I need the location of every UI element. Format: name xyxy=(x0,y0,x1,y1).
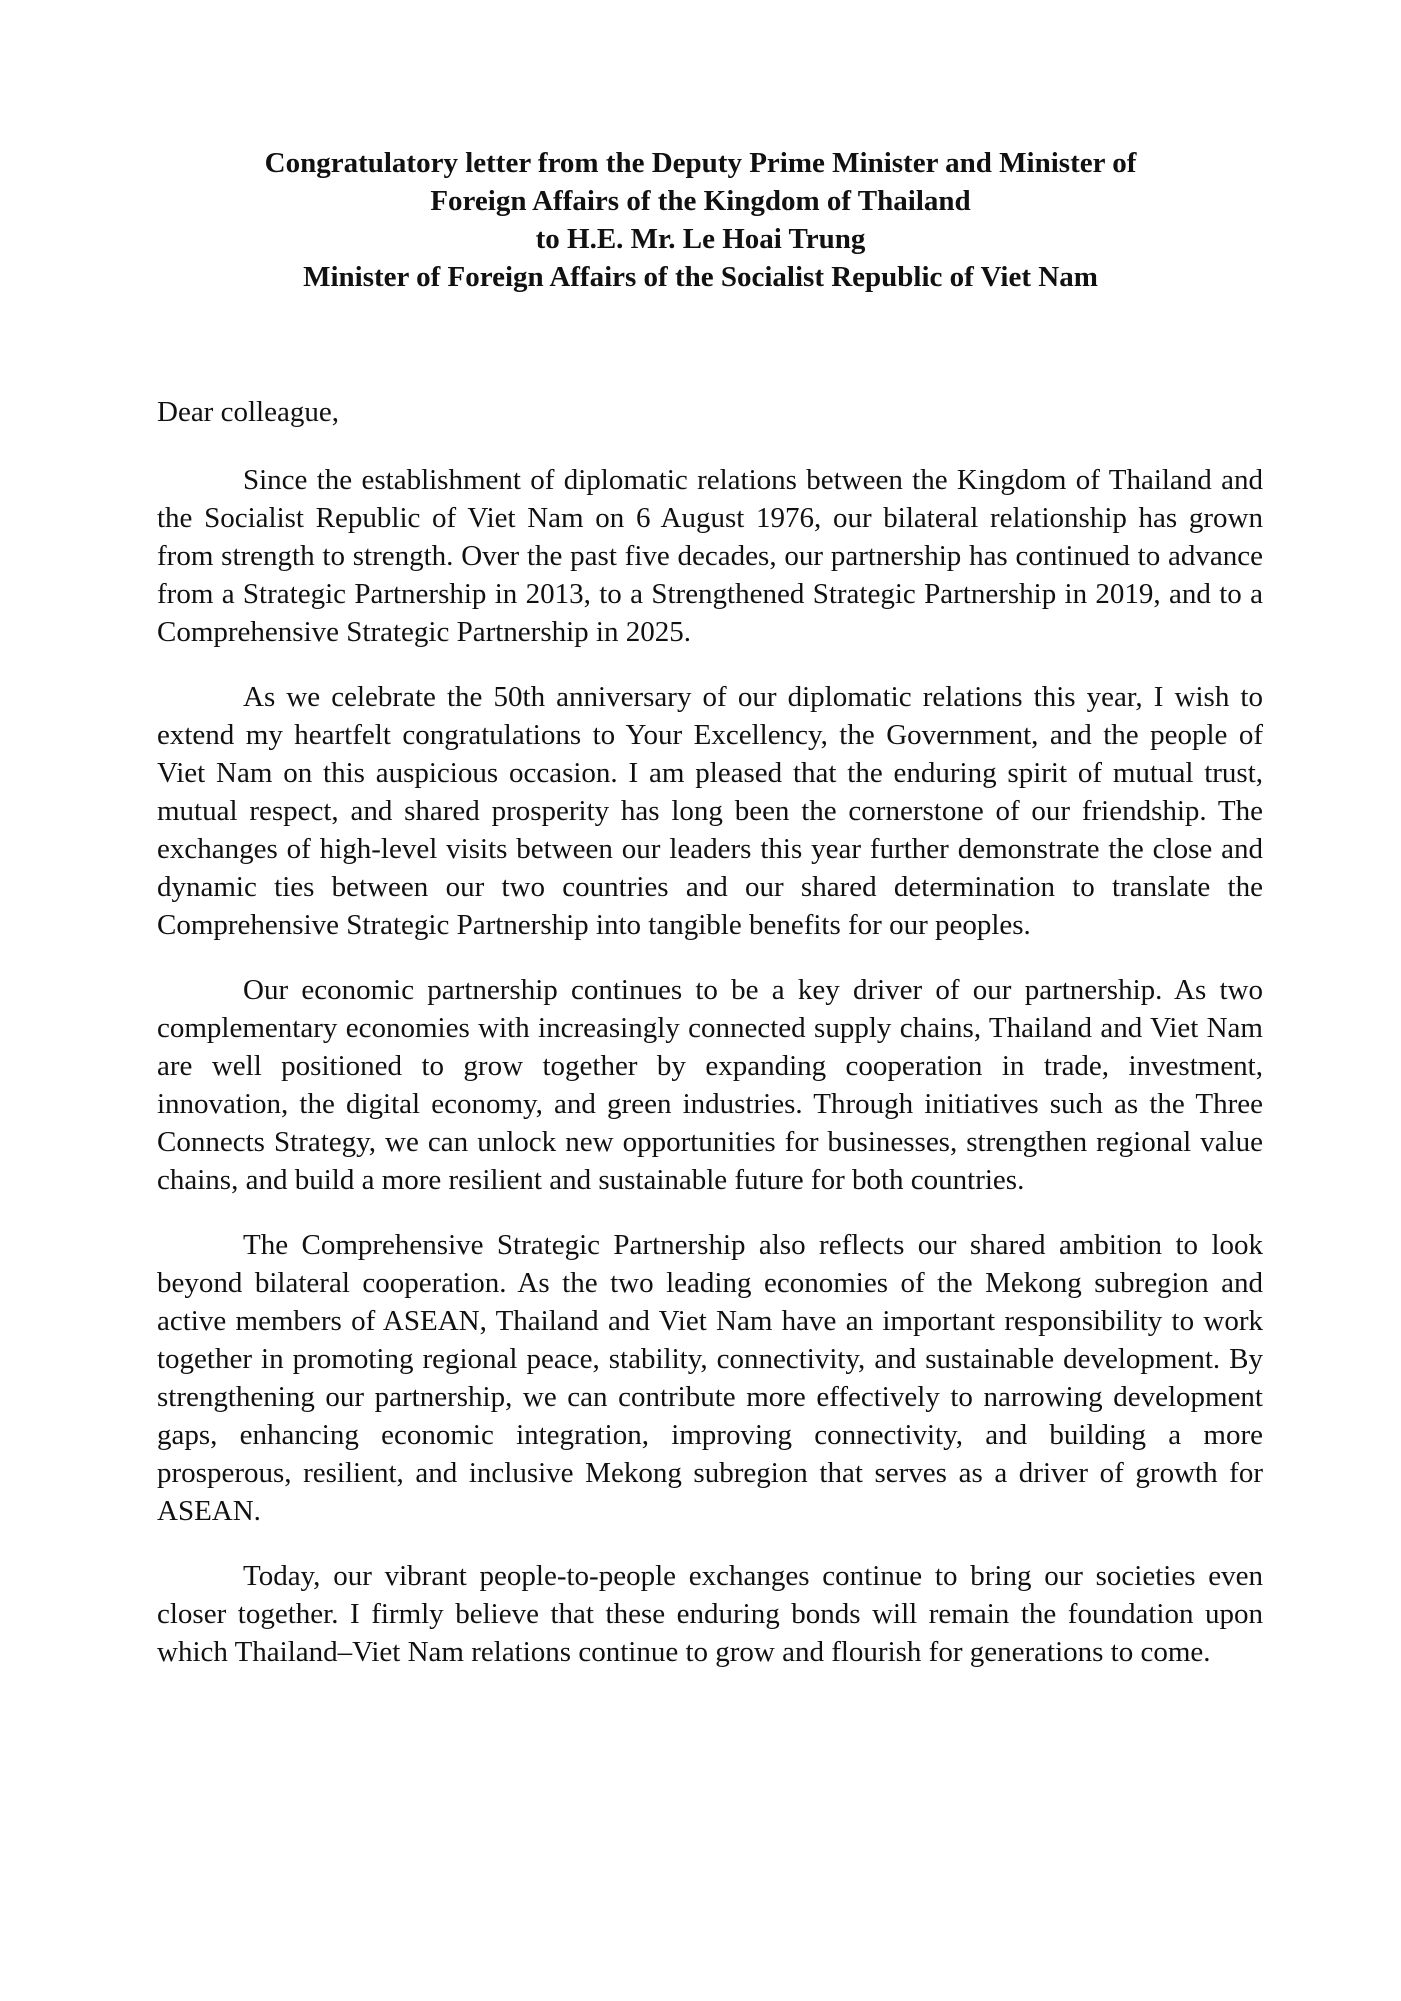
salutation: Dear colleague, xyxy=(157,396,339,428)
title-line: Congratulatory letter from the Deputy Prime Minister and Minister of xyxy=(264,147,1137,179)
title-line: Minister of Foreign Affairs of the Socialist Republic of Viet Nam xyxy=(303,261,1098,293)
body-paragraph: As we celebrate the 50th anniversary of our diplomatic relations this year, I wish to extend my heartfelt congratulations to Your Excellency, the Government, and the people of Viet Nam on this auspicious occasion. I am pleased that the enduring spirit of mutual trust, mutual respect, and shared prosperity has long been the cornerstone of our friendship. The exchanges of high-level visits between our leaders this year further demonstrate the close and dynamic ties between our two countries and our shared determination to translate the Comprehensive Strategic Partnership into tangible benefits for our peoples. xyxy=(157,681,1263,941)
letter-body xyxy=(157,461,1263,1698)
body-paragraph: Our economic partnership continues to be a key driver of our partnership. As two complementary economies with increasingly connected supply chains, Thailand and Viet Nam are well positioned to grow together by expanding cooperation in trade, investment, innovation, the digital economy, and green industries. Through initiatives such as the Three Connects Strategy, we can unlock new opportunities for businesses, strengthen regional value chains, and build a more resilient and sustainable future for both countries. xyxy=(157,974,1263,1196)
letter-title xyxy=(170,144,1231,296)
body-paragraph: Since the establishment of diplomatic relations between the Kingdom of Thailand and the Socialist Republic of Viet Nam on 6 August 1976, our bilateral relationship has grown from strength to strength. Over the past five decades, our partnership has continued to advance from a Strategic Partnership in 2013, to a Strengthened Strategic Partnership in 2019, and to a Comprehensive Strategic Partnership in 2025. xyxy=(157,464,1263,648)
body-paragraph: The Comprehensive Strategic Partnership also reflects our shared ambition to look beyond bilateral cooperation. As the two leading economies of the Mekong subregion and active members of ASEAN, Thailand and Viet Nam have an important responsibility to work together in promoting regional peace, stability, connectivity, and sustainable development. By strengthening our partnership, we can contribute more effectively to narrowing development gaps, enhancing economic integration, improving connectivity, and building a more prosperous, resilient, and inclusive Mekong subregion that serves as a driver of growth for ASEAN. xyxy=(157,1229,1263,1527)
title-line: to H.E. Mr. Le Hoai Trung xyxy=(535,223,866,255)
body-paragraph: Today, our vibrant people-to-people exchanges continue to bring our societies even closer together. I firmly believe that these enduring bonds will remain the foundation upon which Thailand–Viet Nam relations continue to grow and flourish for generations to come. xyxy=(157,1560,1263,1668)
title-line: Foreign Affairs of the Kingdom of Thailand xyxy=(430,185,971,217)
